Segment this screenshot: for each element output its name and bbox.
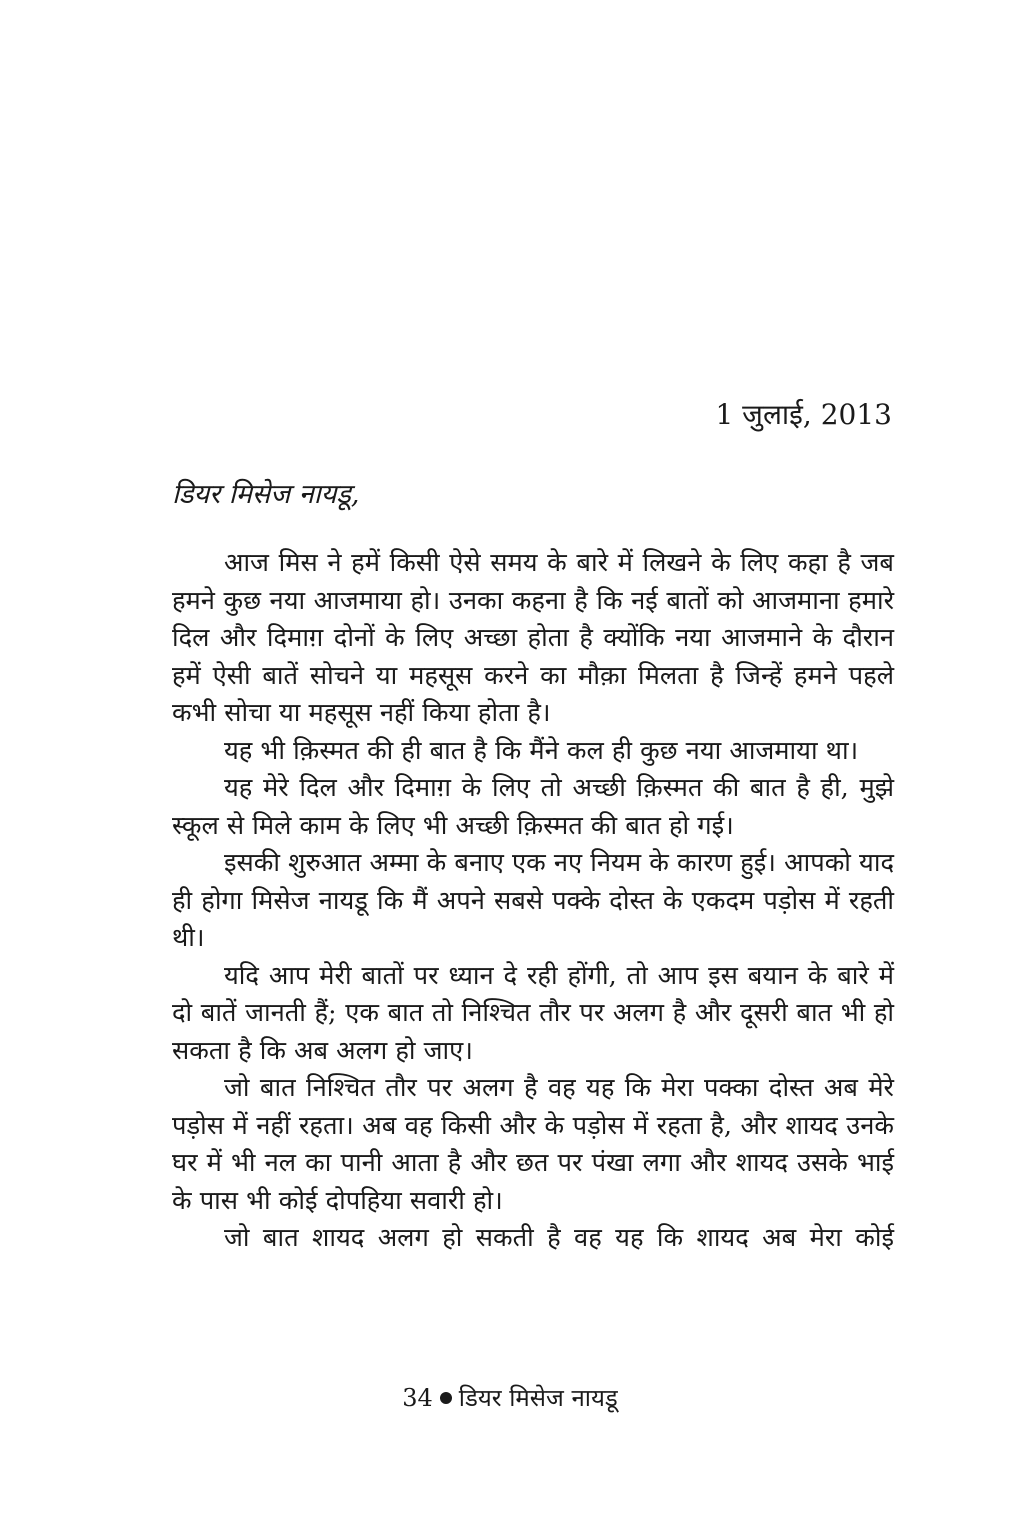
letter-salutation: डियर मिसेज नायडू, [172, 479, 360, 510]
paragraph: जो बात शायद अलग हो सकती है वह यह कि शायद अब मेरा कोई [224, 1223, 894, 1253]
running-title: डियर मिसेज नायडू [458, 1384, 618, 1412]
bullet-icon [440, 1392, 452, 1404]
letter-date: 1 जुलाई, 2013 [715, 398, 892, 431]
paragraph: यदि आप मेरी बातों पर ध्यान दे रही होंगी, तो आप इस बयान के बारे में दो बातें जानती हैं; एक बात तो निश्चित तौर पर अलग है और दूसरी बात भी हो सकता है कि अब अलग हो जाए। [172, 960, 894, 1066]
page-number: 34 [402, 1384, 433, 1412]
paragraph: जो बात निश्चित तौर पर अलग है वह यह कि मेरा पक्का दोस्त अब मेरे पड़ोस में नहीं रहता। अब वह किसी और के पड़ोस में रहता है, और शायद उनके घर में भी नल का पानी आता है और छत पर पंखा लगा और शायद उसके भाई के पास भी कोई दोपहिया सवारी हो। [172, 1073, 894, 1216]
letter-body [172, 545, 894, 1258]
paragraph: यह भी क़िस्मत की ही बात है कि मैंने कल ही कुछ नया आजमाया था। [224, 735, 859, 766]
paragraph: आज मिस ने हमें किसी ऐसे समय के बारे में लिखने के लिए कहा है जब हमने कुछ नया आजमाया हो। उनका कहना है कि नई बातों को आजमाना हमारे दिल और दिमाग़ दोनों के लिए अच्छा होता है क्योंकि नया आजमाने के दौरान हमें ऐसी बातें सोचने या महसूस करने का मौक़ा मिलता है जिन्हें हमने पहले कभी सोचा या महसूस नहीं किया होता है। [172, 548, 894, 728]
paragraph: इसकी शुरुआत अम्मा के बनाए एक नए नियम के कारण हुई। आपको याद ही होगा मिसेज नायडू कि मैं अपने सबसे पक्के दोस्त के एकदम पड़ोस में रहती थी। [172, 848, 894, 953]
paragraph: यह मेरे दिल और दिमाग़ के लिए तो अच्छी क़िस्मत की बात है ही, मुझे स्कूल से मिले काम के लिए भी अच्छी क़िस्मत की बात हो गई। [172, 773, 894, 841]
page-footer [0, 1383, 1020, 1413]
